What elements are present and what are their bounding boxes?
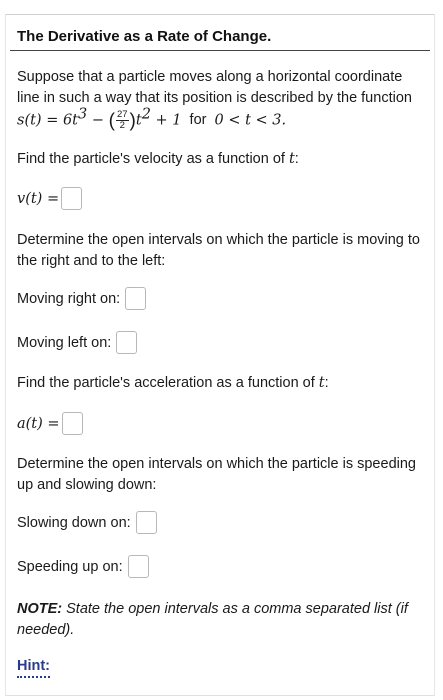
- acceleration-prompt: [17, 373, 427, 394]
- acceleration-prompt-colon: :: [324, 375, 329, 391]
- slowing-down-input[interactable]: [136, 511, 157, 534]
- intro-line-1: Suppose that a particle moves along a horizontal coordinate: [17, 69, 403, 85]
- speeding-up-row: [17, 555, 149, 578]
- fraction-numerator: 27: [116, 109, 128, 120]
- velocity-prompt-text: Find the particle's velocity as a function of: [17, 151, 289, 167]
- speeding-up-label: Speeding up on:: [17, 558, 123, 575]
- moving-left-label: Moving left on:: [17, 334, 112, 351]
- close-paren: ): [129, 110, 136, 132]
- formula-exp-3: 3: [78, 106, 88, 123]
- velocity-answer-input[interactable]: [61, 187, 82, 210]
- note-text: State the open intervals as a comma separated list (if needed).: [17, 601, 408, 638]
- velocity-prompt-colon: :: [294, 151, 299, 167]
- intro-paragraph: [17, 67, 427, 131]
- acceleration-prompt-text: Find the particle's acceleration as a function of: [17, 375, 319, 391]
- direction-prompt: Determine the open intervals on which the particle is moving to the right and to the left:: [17, 232, 420, 269]
- formula-lhs: s(t) = 6t: [17, 112, 79, 129]
- note-paragraph: [17, 599, 427, 641]
- velocity-row: [17, 187, 82, 210]
- fraction-denominator: 2: [119, 120, 125, 131]
- velocity-prompt-var: t: [288, 151, 295, 167]
- acceleration-prompt-var: t: [318, 375, 325, 391]
- moving-right-input[interactable]: [125, 287, 146, 310]
- velocity-label: v(t) =: [17, 190, 60, 207]
- fraction: [116, 110, 129, 131]
- formula-domain: 0 < t < 3.: [214, 112, 287, 129]
- for-word: for: [189, 112, 207, 129]
- note-label: NOTE:: [17, 601, 63, 617]
- problem-title: The Derivative as a Rate of Change.: [17, 28, 272, 45]
- position-formula: [17, 106, 427, 132]
- acceleration-answer-input[interactable]: [62, 412, 83, 435]
- slowing-down-label: Slowing down on:: [17, 514, 131, 531]
- intro-line-2: line in such a way that its position is described by the function: [17, 90, 412, 106]
- slowing-down-row: [17, 511, 157, 534]
- speeding-up-input[interactable]: [128, 555, 149, 578]
- moving-left-row: [17, 331, 137, 354]
- hint-link[interactable]: Hint:: [17, 657, 50, 678]
- moving-right-label: Moving right on:: [17, 290, 121, 307]
- velocity-prompt: [17, 149, 427, 170]
- open-paren: (: [108, 110, 115, 132]
- title-divider: [10, 50, 430, 51]
- formula-plus-one: + 1: [150, 112, 182, 129]
- formula-minus: −: [87, 112, 109, 129]
- moving-left-input[interactable]: [116, 331, 137, 354]
- moving-right-row: [17, 287, 146, 310]
- acceleration-row: [17, 412, 83, 435]
- speed-prompt: Determine the open intervals on which the particle is speeding up and slowing down:: [17, 456, 416, 493]
- formula-t: t: [135, 112, 142, 129]
- acceleration-label: a(t) =: [17, 415, 60, 432]
- formula-exp-2: 2: [141, 106, 151, 123]
